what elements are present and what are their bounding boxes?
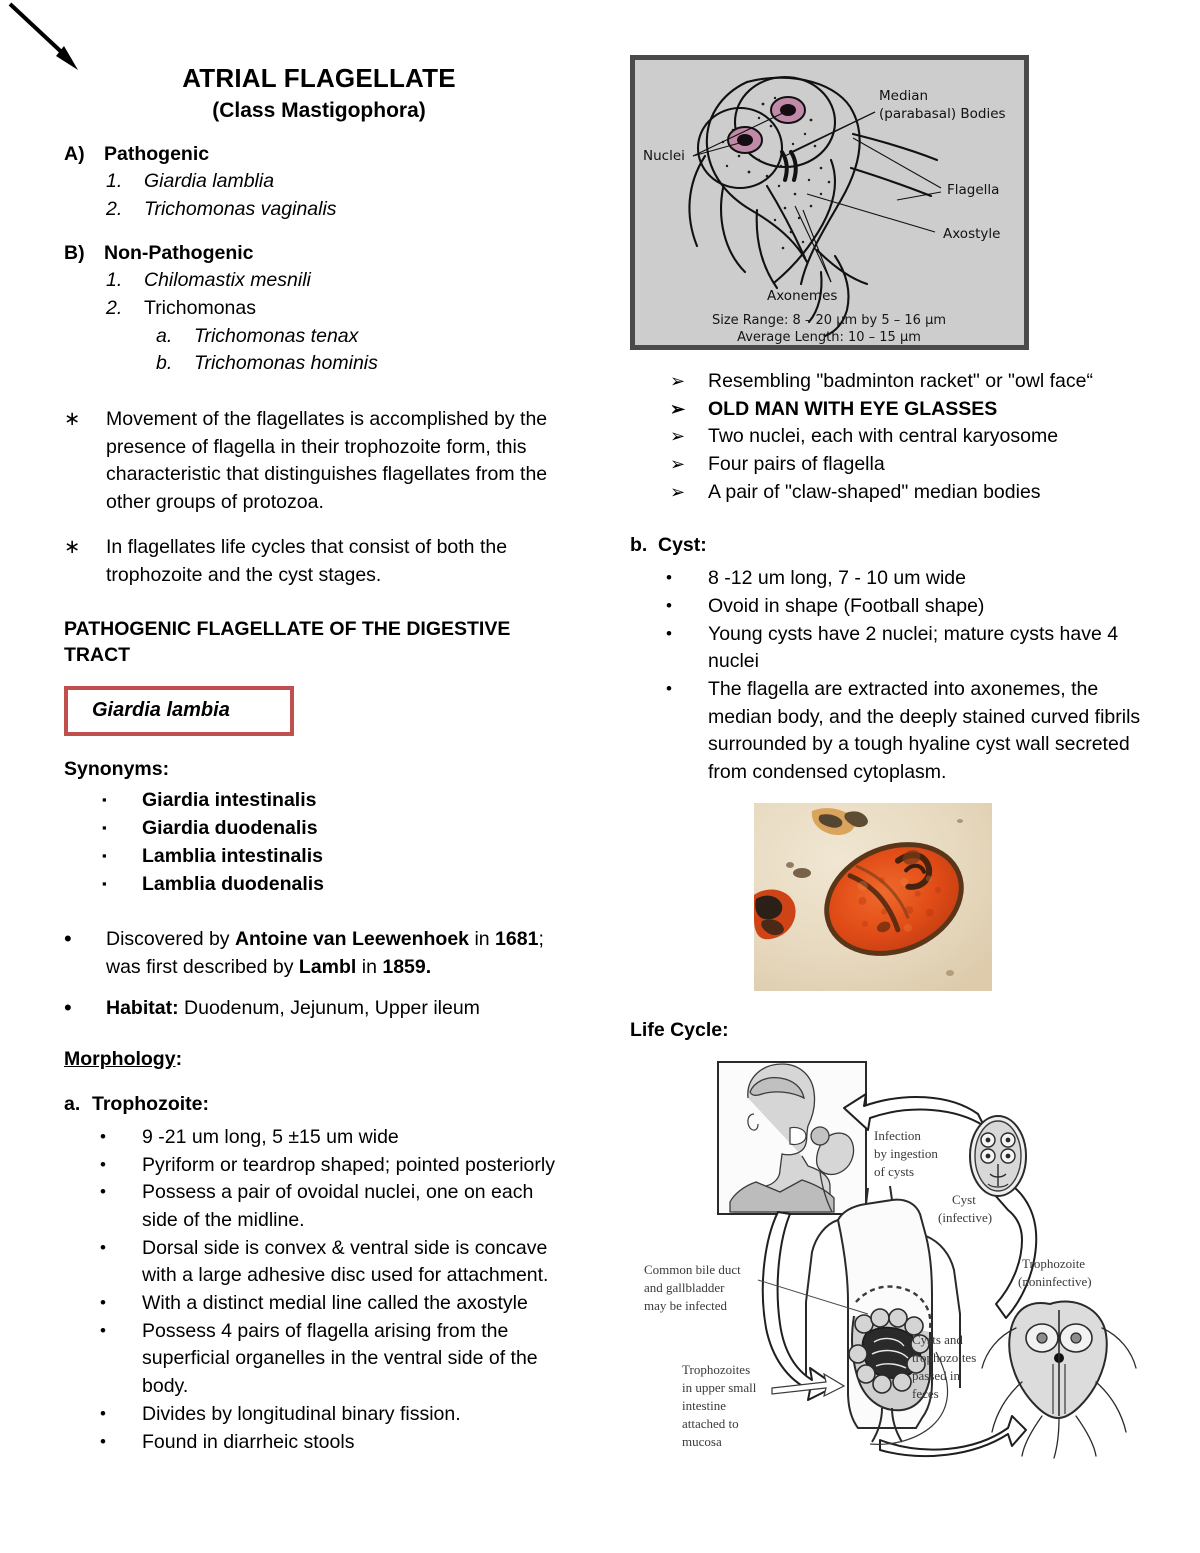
bullet-icon: • [666,678,672,698]
item-label: Trichomonas [144,297,256,319]
note-item [64,534,574,589]
label-feces-line3: passed in [912,1367,961,1383]
square-bullet-icon: ▪ [102,820,107,836]
schematic-caption-average-length: Average Length: 10 – 15 µm [737,330,921,345]
bullet-icon: • [64,994,72,1020]
synonym-item [102,843,574,871]
item-label: Trophozoite: [92,1093,209,1116]
feature-item [670,479,1150,507]
feature-text: Two nuclei, each with central karyosome [708,425,1059,448]
morphology-trophozoite-heading [64,1091,574,1119]
bullet-icon: • [100,1293,106,1313]
item-marker: 2. [106,197,123,220]
synonym-label: Giardia intestinalis [142,789,317,812]
item-marker: 1. [106,269,123,292]
describer-name: Lambl [298,955,357,978]
list-item [100,1401,574,1429]
group-label: Non-Pathogenic [104,241,254,264]
feature-text: Four pairs of flagella [708,453,885,476]
bullet-icon: • [100,1431,106,1451]
synonyms-heading: Synonyms: [64,758,170,781]
item-label: Giardia lamblia [144,170,275,193]
list-item [106,196,574,224]
cyst-micrograph-figure [754,803,992,991]
label-nuclei: Nuclei [643,148,685,164]
bullet-icon: • [100,1126,106,1146]
section-heading-pathogenic-digestive: PATHOGENIC FLAGELLATE OF THE DIGESTIVE TRACT [64,618,511,667]
synonym-item [102,787,574,815]
left-column [64,62,574,1456]
item-marker: b. [156,352,173,375]
list-item [100,1235,574,1290]
arrow-bullet-icon: ➢ [670,426,686,447]
species-name: Giardia lambia [92,699,230,722]
discovery-mid2: ; was first described by [106,928,544,978]
note-text: Movement of the flagellates is accomplished by the presence of flagella in their trophozoite form, this characteristic that distinguishes flagellates from the other groups of protozoa. [106,408,548,514]
feature-text: OLD MAN WITH EYE GLASSES [708,397,998,420]
bullet-icon: • [666,595,672,615]
label-bile-line3: may be infected [644,1297,728,1313]
label-axonemes: Axonemes [767,288,838,304]
morphology-heading-colon: : [175,1048,183,1071]
page-subtitle: (Class Mastigophora) [212,99,426,123]
bullet-icon: • [666,568,672,588]
item-text: Dorsal side is convex & ventral side is concave with a large adhesive disc used for attachment. [142,1236,549,1287]
bullet-icon: • [100,1320,106,1340]
list-item [100,1429,574,1457]
right-column [630,55,1150,1482]
group-non-pathogenic [64,240,574,268]
asterisk-icon: ∗ [64,408,81,431]
bullet-icon: • [100,1237,106,1257]
label-troph-intestine-line4: attached to [682,1415,739,1431]
habitat-text [106,995,574,1023]
list-item [106,267,574,295]
item-text: The flagella are extracted into axonemes, the median body, and the deeply stained curved fibrils surrounded by a tough hyaline cyst wall secreted from condensed cytoplasm. [708,677,1141,783]
item-label: Chilomastix mesnili [144,269,311,292]
discovery-mid: in [469,928,496,951]
habitat-value: Duodenum, Jejunum, Upper ileum [178,996,480,1019]
fact-discovery [64,926,574,981]
arrow-bullet-icon: ➢ [670,398,686,419]
trophozoite-features-list [630,368,1150,506]
label-troph-intestine-line3: intestine [682,1397,727,1413]
label-axostyle: Axostyle [943,226,1001,242]
life-cycle-diagram [630,1052,1150,1482]
item-marker: 1. [106,170,123,193]
feature-item [670,368,1150,396]
schematic-caption-size-range: Size Range: 8 – 20 µm by 5 – 16 µm [711,313,947,328]
morphology-heading-text: Morphology [64,1048,176,1071]
trophozoite-schematic-drawing [635,60,1024,345]
label-feces-line4: feces [912,1385,939,1401]
list-item [666,621,1150,676]
item-marker: a. [64,1093,81,1116]
feature-text: Resembling "badminton racket" or "owl face“ [708,370,1093,392]
item-label: Cyst: [658,534,707,557]
label-cyst-line2: (infective) [938,1209,993,1225]
item-marker: 2. [106,297,123,319]
list-item [100,1318,574,1401]
list-item [666,593,1150,621]
synonym-item [102,871,574,899]
cyst-illustration [970,1116,1026,1196]
feature-item [670,423,1150,451]
asterisk-icon: ∗ [64,535,81,558]
square-bullet-icon: ▪ [102,875,107,891]
item-label: Trichomonas hominis [194,352,378,375]
synonym-label: Lamblia intestinalis [142,844,323,867]
item-label: Trichomonas tenax [194,324,359,347]
feature-item [670,396,1150,424]
list-item [100,1290,574,1318]
label-median-bodies-line2: (parabasal) Bodies [879,106,1006,122]
morphology-cyst-heading [630,532,1150,560]
label-infection-line1: Infection [874,1127,921,1143]
list-item [100,1124,574,1152]
item-text: Young cysts have 2 nuclei; mature cysts have 4 nuclei [708,622,1119,673]
life-cycle-heading: Life Cycle: [630,1018,729,1041]
habitat-label: Habitat: [106,996,179,1019]
item-text: Pyriform or teardrop shaped; pointed posteriorly [142,1153,555,1176]
list-item [666,565,1150,593]
cyst-micrograph-image [754,803,992,991]
ingestion-panel [718,1062,866,1214]
label-trophozoite-line2: (noninfective) [1018,1273,1092,1289]
item-marker: a. [156,324,173,347]
label-bile-line1: Common bile duct [644,1261,741,1277]
bullet-icon: • [64,926,72,952]
item-text: Found in diarrheic stools [142,1430,355,1453]
synonym-label: Giardia duodenalis [142,817,318,840]
list-item [156,350,574,378]
item-text: Divides by longitudinal binary fission. [142,1402,461,1425]
discovery-mid3: in [356,955,383,978]
list-item [100,1179,574,1234]
list-item [666,676,1150,787]
label-trophozoite-line1: Trophozoite [1022,1255,1086,1271]
square-bullet-icon: ▪ [102,792,107,808]
arrow-bullet-icon: ➢ [670,481,686,502]
label-flagella: Flagella [947,182,1000,198]
fact-habitat [64,995,574,1023]
label-troph-intestine-line1: Trophozoites [682,1361,751,1377]
page-title: ATRIAL FLAGELLATE [182,63,456,93]
discoverer-name: Antoine van Leewenhoek [234,928,470,951]
label-infection-line2: by ingestion [874,1145,938,1161]
label-troph-intestine-line2: in upper small [682,1379,757,1395]
synonym-item [102,815,574,843]
trophozoite-schematic-figure [630,55,1029,350]
discovery-text [106,926,574,981]
morphology-heading [64,1048,182,1071]
species-name-box [64,686,294,736]
arrow-bullet-icon: ➢ [670,454,686,475]
label-troph-intestine-line5: mucosa [682,1433,722,1449]
label-feces-line2: trophozoites [912,1349,977,1365]
item-marker: b. [630,534,648,557]
item-text: 9 -21 um long, 5 ±15 um wide [142,1125,399,1148]
note-text: In flagellates life cycles that consist of both the trophozoite and the cyst stages. [106,535,508,586]
list-item [106,168,574,196]
label-median-bodies-line1: Median [879,88,929,104]
bullet-icon: • [100,1403,106,1423]
label-bile-line2: and gallbladder [644,1279,725,1295]
item-text: Possess a pair of ovoidal nuclei, one on each side of the midline. [142,1181,534,1231]
label-feces-line1: Cysts and [912,1331,963,1347]
group-marker: A) [64,142,85,165]
list-item [100,1152,574,1180]
bullet-icon: • [666,623,672,643]
synonym-label: Lamblia duodenalis [142,872,325,895]
list-item [156,323,574,351]
item-text: With a distinct medial line called the axostyle [142,1292,528,1315]
life-cycle-figure [630,1052,1150,1482]
group-marker: B) [64,241,85,264]
group-pathogenic [64,141,574,169]
item-label: Trichomonas vaginalis [144,197,337,220]
item-text: Ovoid in shape (Football shape) [708,594,985,617]
feature-text: A pair of "claw-shaped" median bodies [708,480,1041,503]
list-item [106,295,574,323]
label-cyst-line1: Cyst [952,1191,976,1207]
bullet-icon: • [100,1182,106,1202]
bullet-icon: • [100,1154,106,1174]
feature-item [670,451,1150,479]
note-item [64,406,574,517]
group-label: Pathogenic [104,142,210,165]
discovery-year: 1681 [495,928,539,951]
arrow-bullet-icon: ➢ [670,371,686,391]
description-year: 1859. [382,955,432,978]
label-infection-line3: of cysts [874,1163,915,1179]
discovery-pre: Discovered by [106,928,235,951]
item-text: Possess 4 pairs of flagella arising from the superficial organelles in the ventral side of the body. [142,1319,538,1398]
item-text: 8 -12 um long, 7 - 10 um wide [708,567,966,590]
square-bullet-icon: ▪ [102,847,107,863]
